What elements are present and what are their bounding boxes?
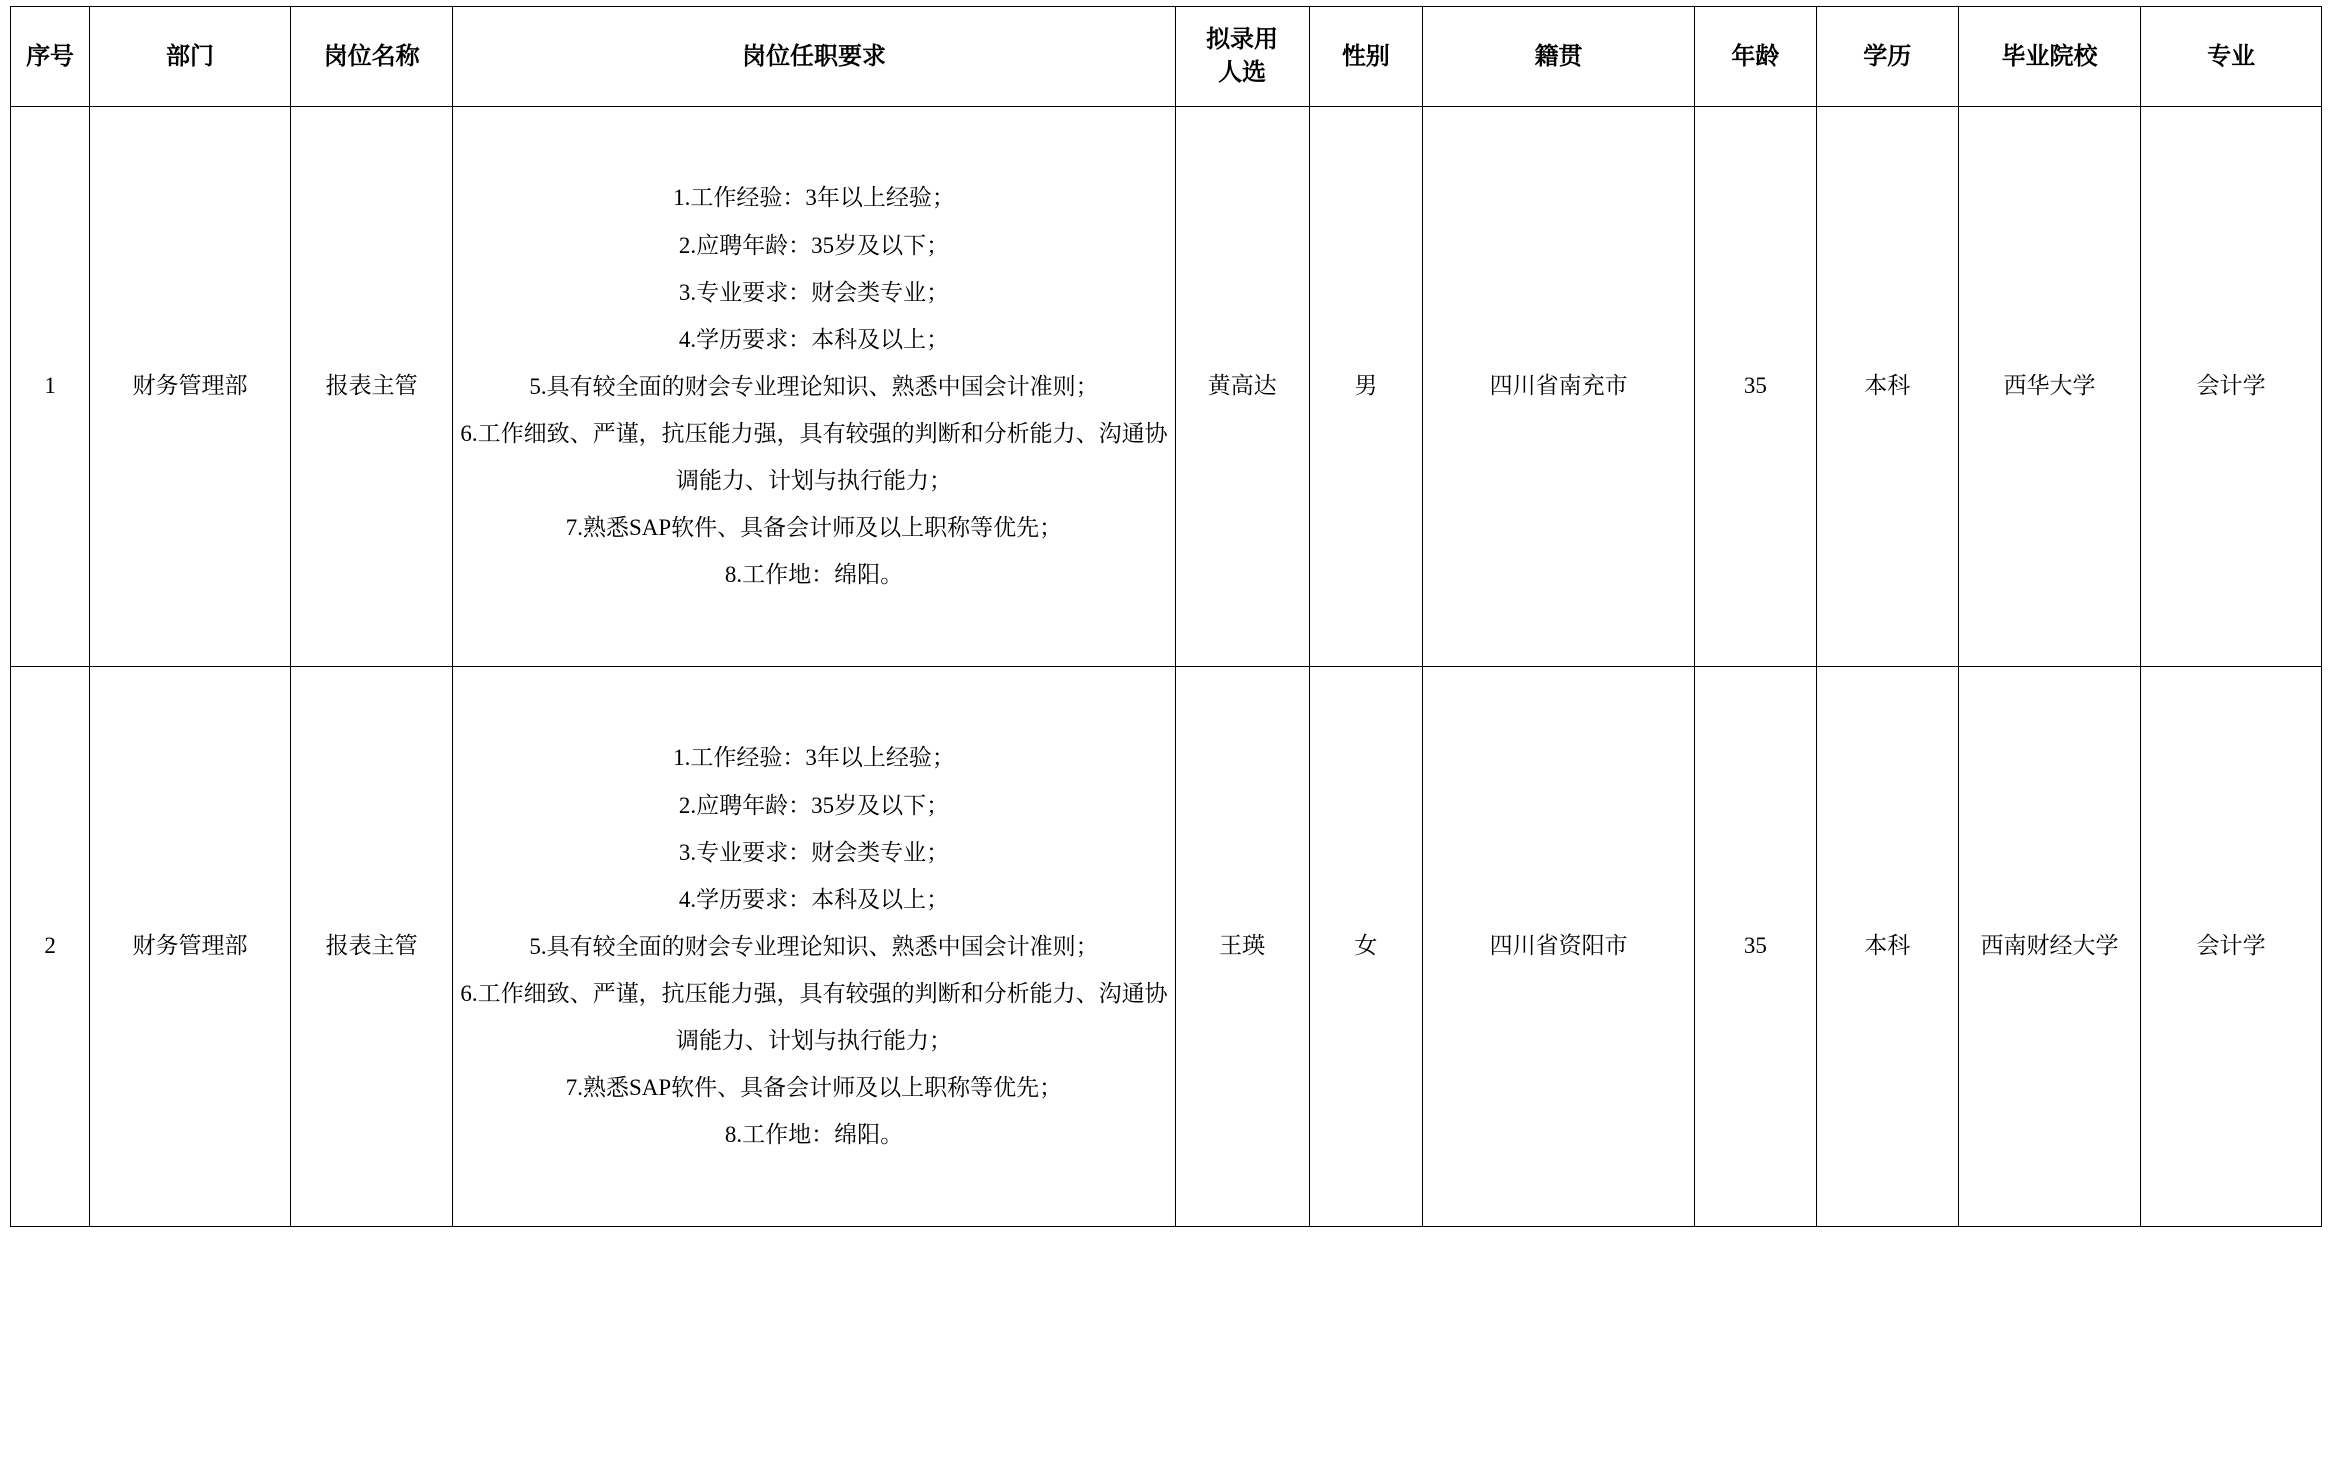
requirement-item: 1.工作经验：3年以上经验； bbox=[673, 185, 955, 211]
column-header-candidate-line1: 拟录用 bbox=[1206, 27, 1279, 54]
column-header-seq: 序号 bbox=[11, 7, 90, 107]
requirement-item: 8.工作地：绵阳。 bbox=[724, 562, 904, 588]
requirement-item: 4.学历要求：本科及以上； bbox=[678, 326, 950, 352]
table-row bbox=[11, 667, 2322, 1227]
requirement-item: 6.工作细致、严谨，抗压能力强，具有较强的判断和分析能力、沟通协调能力、计划与执行能力； bbox=[460, 421, 1168, 494]
requirement-item: 7.熟悉SAP软件、具备会计师及以上职称等优先； bbox=[565, 515, 1063, 541]
cell-age: 35 bbox=[1695, 107, 1817, 667]
cell-major: 会计学 bbox=[2141, 107, 2322, 667]
requirement-item: 5.具有较全面的财会专业理论知识、熟悉中国会计准则； bbox=[529, 933, 1099, 959]
cell-school: 西华大学 bbox=[1958, 107, 2141, 667]
cell-gender: 女 bbox=[1309, 667, 1423, 1227]
column-header-major: 专业 bbox=[2141, 7, 2322, 107]
column-header-age: 年龄 bbox=[1695, 7, 1817, 107]
cell-age: 35 bbox=[1695, 667, 1817, 1227]
cell-education: 本科 bbox=[1816, 107, 1958, 667]
cell-requirements bbox=[453, 667, 1175, 1227]
requirement-item: 6.工作细致、严谨，抗压能力强，具有较强的判断和分析能力、沟通协调能力、计划与执行能力； bbox=[460, 981, 1168, 1054]
cell-seq: 1 bbox=[11, 107, 90, 667]
column-header-education: 学历 bbox=[1816, 7, 1958, 107]
cell-candidate: 黄高达 bbox=[1175, 107, 1309, 667]
column-header-candidate bbox=[1175, 7, 1309, 107]
cell-candidate: 王瑛 bbox=[1175, 667, 1309, 1227]
table-header-row bbox=[11, 7, 2322, 107]
requirement-item: 5.具有较全面的财会专业理论知识、熟悉中国会计准则； bbox=[529, 373, 1099, 399]
requirement-item: 7.熟悉SAP软件、具备会计师及以上职称等优先； bbox=[565, 1075, 1063, 1101]
cell-requirements bbox=[453, 107, 1175, 667]
cell-dept: 财务管理部 bbox=[90, 107, 291, 667]
requirement-item: 8.工作地：绵阳。 bbox=[724, 1122, 904, 1148]
requirement-item: 2.应聘年龄：35岁及以下； bbox=[678, 792, 950, 818]
column-header-candidate-line2: 人选 bbox=[1218, 59, 1267, 86]
requirement-item: 4.学历要求：本科及以上； bbox=[678, 886, 950, 912]
cell-school: 西南财经大学 bbox=[1958, 667, 2141, 1227]
table-row bbox=[11, 107, 2322, 667]
column-header-native-place: 籍贯 bbox=[1423, 7, 1695, 107]
cell-seq: 2 bbox=[11, 667, 90, 1227]
cell-major: 会计学 bbox=[2141, 667, 2322, 1227]
cell-gender: 男 bbox=[1309, 107, 1423, 667]
requirement-item: 3.专业要求：财会类专业； bbox=[678, 839, 950, 865]
cell-post: 报表主管 bbox=[290, 667, 452, 1227]
column-header-school: 毕业院校 bbox=[1958, 7, 2141, 107]
column-header-requirements: 岗位任职要求 bbox=[453, 7, 1175, 107]
cell-post: 报表主管 bbox=[290, 107, 452, 667]
cell-native-place: 四川省南充市 bbox=[1423, 107, 1695, 667]
cell-dept: 财务管理部 bbox=[90, 667, 291, 1227]
requirement-item: 2.应聘年龄：35岁及以下； bbox=[678, 232, 950, 258]
column-header-gender: 性别 bbox=[1309, 7, 1423, 107]
cell-education: 本科 bbox=[1816, 667, 1958, 1227]
recruitment-table bbox=[10, 6, 2322, 1227]
requirement-item: 1.工作经验：3年以上经验； bbox=[673, 745, 955, 771]
requirement-item: 3.专业要求：财会类专业； bbox=[678, 279, 950, 305]
column-header-dept: 部门 bbox=[90, 7, 291, 107]
cell-native-place: 四川省资阳市 bbox=[1423, 667, 1695, 1227]
column-header-post: 岗位名称 bbox=[290, 7, 452, 107]
